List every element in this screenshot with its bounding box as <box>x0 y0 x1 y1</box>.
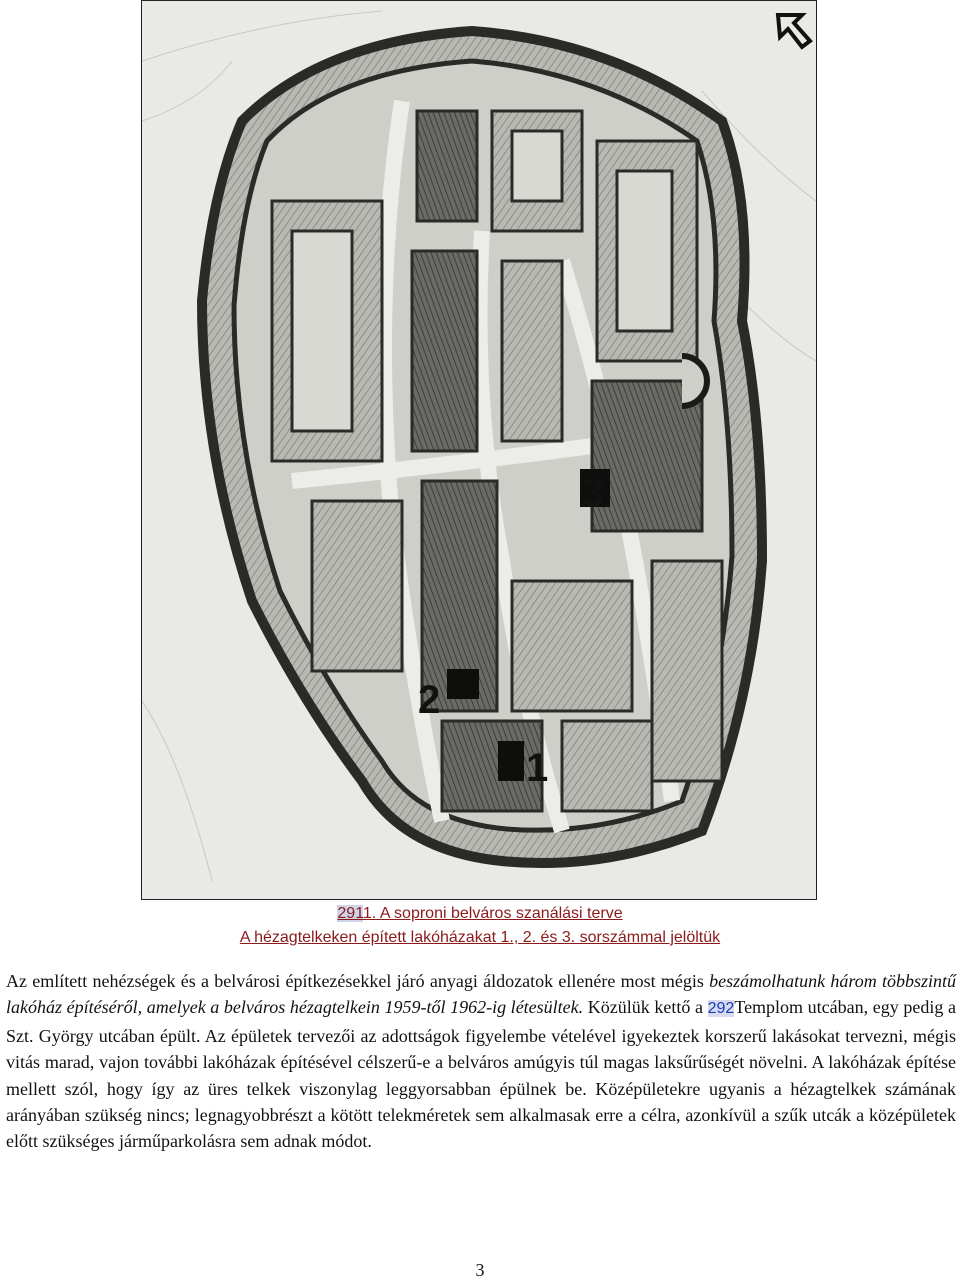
footnote-ref-link[interactable]: 292 <box>707 1000 735 1018</box>
city-plan-map <box>142 1 816 899</box>
label-2: 2 <box>418 678 441 722</box>
marked-house-2 <box>447 669 479 699</box>
city-plan-figure <box>141 0 817 900</box>
north-arrow-icon <box>778 15 810 47</box>
label-3: 3 <box>582 471 605 515</box>
body-paragraph <box>6 968 956 1155</box>
body-text-intro: Az említett nehézségek és a belvárosi építkezésekkel járó anyagi áldozatok ellenére most mégis <box>6 971 710 991</box>
figure-caption-line-2[interactable]: A hézagtelkeken épített lakóházakat 1., 2. és 3. sorszámmal jelöltük <box>239 929 721 946</box>
marked-house-1 <box>498 741 524 781</box>
page-number: 3 <box>475 1260 485 1280</box>
caption-ref-number: 291 <box>337 905 363 922</box>
body-text-italic: beszámolhatunk három többszintű lakóház építéséről, amelyek a belváros hézagtelkein 1959-től 1962-ig létesültek. <box>6 971 956 1018</box>
tower-bastion <box>682 356 707 406</box>
body-text-before-ref: Közülük kettő a <box>583 997 708 1018</box>
caption-title: 1. A soproni belváros szanálási terve <box>362 905 623 922</box>
body-text-rest: Templom utcában, egy pedig a Szt. György utcában épült. Az épületek tervezői az adottságok figyelembe vételével igyekeztek korszerű lakásokat tervezni, mégis vitás marad, vajon további lakóházak építésével célszerű-e a belváros amúgyis túl magas laksűrűségét növelni. A lakóházak építése mellett szól, hogy így az üres telkek viszonylag leggyorsabban épülnek be. Középületekre ugyanis a hézagtelkek számának arányában szükség nincs; legnagyobbrészt a kötött telekméretek sem alkalmasak erre a célra, azonkívül a szűk utcák a középületek előtt szükséges járműparkolásra sem adnak módot. <box>6 997 956 1152</box>
figure-caption-line-1[interactable] <box>0 905 960 923</box>
label-1: 1 <box>526 746 549 790</box>
